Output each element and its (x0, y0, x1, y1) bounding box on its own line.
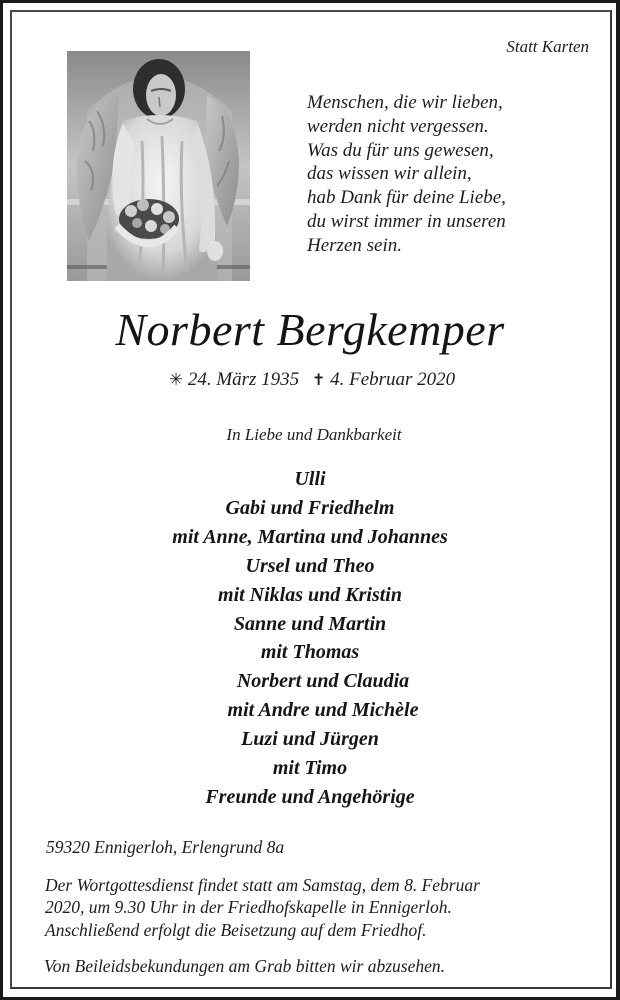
mourner-line: Ursel und Theo (245, 554, 375, 577)
angel-statue-photo (67, 51, 250, 281)
mourner-line: Gabi und Friedhelm (225, 496, 395, 519)
service-line: Der Wortgottesdienst findet statt am Samstag, dem 8. Februar (45, 875, 480, 895)
poem-line: hab Dank für deine Liebe, (307, 187, 506, 209)
birth-date: 24. März 1935 (187, 369, 300, 390)
death-date: 4. Februar 2020 (330, 369, 456, 390)
poem-line: Was du für uns gewesen, (307, 139, 494, 161)
mourner-line: mit Thomas (260, 641, 360, 664)
service-line: Anschließend erfolgt die Beisetzung auf dem Friedhof. (45, 919, 427, 940)
dedication: In Liebe und Dankbarkeit (226, 425, 402, 444)
mourner-line: Ulli (294, 468, 326, 490)
mourner-line: Norbert und Claudia (236, 670, 410, 693)
poem (307, 91, 506, 258)
family-address: 59320 Ennigerloh, Erlengrund 8a (46, 837, 285, 857)
mourners-list (0, 465, 620, 812)
mourner-line: mit Anne, Martina und Johannes (172, 525, 448, 548)
mourner-line: Sanne und Martin (233, 612, 387, 635)
mourner-line: Freunde und Angehörige (205, 785, 415, 808)
poem-line: werden nicht vergessen. (307, 115, 489, 137)
deceased-name: Norbert Bergkemper (115, 304, 505, 355)
mourner-line: mit Andre und Michèle (227, 699, 419, 722)
poem-line: Herzen sein. (307, 234, 402, 256)
mourner-line: mit Timo (272, 757, 348, 780)
poem-line: Menschen, die wir lieben, (307, 92, 503, 113)
poem-line: das wissen wir allein, (307, 163, 472, 185)
service-line: 2020, um 9.30 Uhr in der Friedhofskapelle in Ennigerloh. (45, 897, 452, 918)
mourner-line: mit Niklas und Kristin (218, 583, 402, 606)
life-dates (0, 368, 620, 392)
death-cross-icon: ✝ (311, 370, 326, 389)
birth-star-icon: ✳ (168, 370, 184, 390)
condolence-note: Von Beileidsbekundungen am Grab bitten wir abzusehen. (44, 956, 445, 976)
header-note: Statt Karten (506, 37, 589, 56)
poem-line: du wirst immer in unseren (307, 210, 506, 232)
service-info (45, 874, 605, 941)
mourner-line: Luzi und Jürgen (241, 728, 379, 751)
